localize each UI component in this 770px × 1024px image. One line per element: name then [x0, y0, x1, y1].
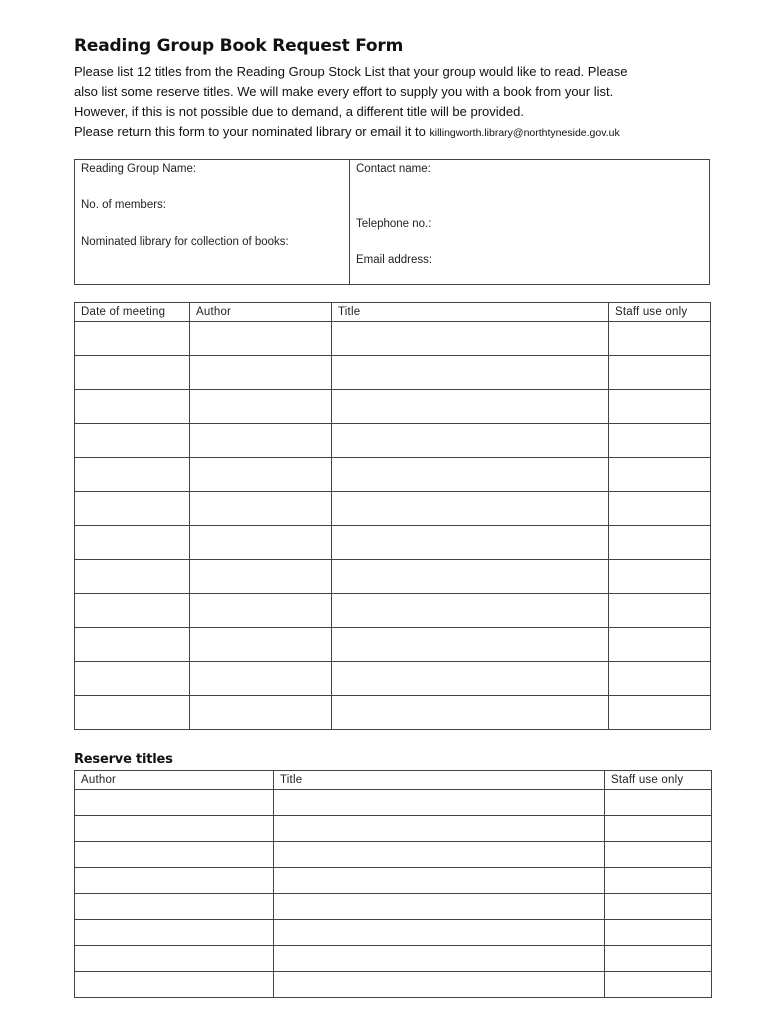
table-row: [75, 322, 711, 356]
table-cell[interactable]: [75, 868, 274, 894]
table-row: [75, 356, 711, 390]
reserve-heading: Reserve titles: [74, 752, 173, 767]
table-cell[interactable]: [609, 424, 711, 458]
intro-return-text: Please return this form to your nominated library or email it to: [74, 124, 430, 139]
column-header-staff: Staff use only: [609, 303, 711, 322]
table-cell[interactable]: [190, 696, 332, 730]
column-header-title: Title: [274, 771, 605, 790]
table-cell[interactable]: [605, 972, 712, 998]
table-row: [75, 696, 711, 730]
table-cell[interactable]: [609, 390, 711, 424]
table-row: [75, 972, 712, 998]
table-cell[interactable]: [75, 390, 190, 424]
members-field[interactable]: No. of members:: [81, 199, 166, 211]
table-cell[interactable]: [332, 322, 609, 356]
table-cell[interactable]: [605, 920, 712, 946]
column-header-author: Author: [190, 303, 332, 322]
table-cell[interactable]: [332, 390, 609, 424]
table-cell[interactable]: [605, 894, 712, 920]
table-cell[interactable]: [75, 594, 190, 628]
table-cell[interactable]: [75, 696, 190, 730]
group-details-left: [75, 160, 350, 284]
table-cell[interactable]: [274, 894, 605, 920]
group-name-field[interactable]: Reading Group Name:: [81, 163, 197, 175]
table-cell[interactable]: [190, 560, 332, 594]
group-details-right: [350, 160, 709, 284]
table-cell[interactable]: [75, 560, 190, 594]
table-cell[interactable]: [332, 628, 609, 662]
table-cell[interactable]: [332, 458, 609, 492]
table-cell[interactable]: [274, 868, 605, 894]
return-email: killingworth.library@northtyneside.gov.uk: [429, 127, 620, 139]
table-cell[interactable]: [75, 894, 274, 920]
title-request-table: [74, 302, 711, 730]
table-cell[interactable]: [332, 424, 609, 458]
table-cell[interactable]: [190, 628, 332, 662]
table-cell[interactable]: [190, 322, 332, 356]
table-cell[interactable]: [609, 526, 711, 560]
table-cell[interactable]: [75, 526, 190, 560]
table-cell[interactable]: [75, 816, 274, 842]
table-cell[interactable]: [609, 662, 711, 696]
table-row: [75, 492, 711, 526]
table-cell[interactable]: [605, 946, 712, 972]
table-row: [75, 868, 712, 894]
table-cell[interactable]: [609, 696, 711, 730]
table-row: [75, 662, 711, 696]
table-cell[interactable]: [75, 790, 274, 816]
table-cell[interactable]: [605, 868, 712, 894]
table-cell[interactable]: [190, 424, 332, 458]
table-row: [75, 790, 712, 816]
table-cell[interactable]: [75, 458, 190, 492]
table-row: [75, 560, 711, 594]
reserve-titles-table: [74, 770, 712, 998]
table-row: [75, 894, 712, 920]
table-cell[interactable]: [274, 920, 605, 946]
table-row: [75, 816, 712, 842]
table-cell[interactable]: [332, 594, 609, 628]
table-cell[interactable]: [190, 662, 332, 696]
column-header-staff: Staff use only: [605, 771, 712, 790]
table-cell[interactable]: [332, 662, 609, 696]
table-row: [75, 458, 711, 492]
column-header-title: Title: [332, 303, 609, 322]
table-cell[interactable]: [609, 492, 711, 526]
table-cell[interactable]: [332, 526, 609, 560]
group-details-box: [74, 159, 710, 285]
table-cell[interactable]: [75, 492, 190, 526]
table-cell[interactable]: [605, 790, 712, 816]
table-cell[interactable]: [274, 946, 605, 972]
table-header-row: [75, 771, 712, 790]
form-intro: [74, 62, 714, 143]
table-cell[interactable]: [75, 946, 274, 972]
table-cell[interactable]: [190, 526, 332, 560]
table-row: [75, 842, 712, 868]
intro-line: However, if this is not possible due to demand, a different title will be provided.: [74, 104, 524, 119]
telephone-field[interactable]: Telephone no.:: [356, 218, 432, 230]
intro-line: also list some reserve titles. We will make every effort to supply you with a book from your list.: [74, 84, 614, 99]
nominated-library-field[interactable]: Nominated library for collection of books:: [81, 236, 289, 248]
contact-name-field[interactable]: Contact name:: [356, 163, 431, 175]
table-cell[interactable]: [75, 662, 190, 696]
table-cell[interactable]: [332, 696, 609, 730]
intro-line: [74, 122, 714, 143]
table-cell[interactable]: [75, 356, 190, 390]
table-cell[interactable]: [190, 594, 332, 628]
table-cell[interactable]: [75, 628, 190, 662]
table-row: [75, 946, 712, 972]
table-row: [75, 424, 711, 458]
table-cell[interactable]: [605, 842, 712, 868]
column-header-author: Author: [75, 771, 274, 790]
table-cell[interactable]: [190, 390, 332, 424]
table-cell[interactable]: [609, 560, 711, 594]
table-cell[interactable]: [75, 920, 274, 946]
table-cell[interactable]: [190, 492, 332, 526]
table-cell[interactable]: [609, 458, 711, 492]
table-row: [75, 390, 711, 424]
form-title: Reading Group Book Request Form: [74, 36, 404, 56]
table-cell[interactable]: [274, 842, 605, 868]
table-cell[interactable]: [332, 560, 609, 594]
table-cell[interactable]: [609, 322, 711, 356]
intro-line: Please list 12 titles from the Reading Group Stock List that your group would like to read. Please: [74, 64, 628, 79]
table-cell[interactable]: [75, 322, 190, 356]
table-cell[interactable]: [75, 972, 274, 998]
table-cell[interactable]: [609, 594, 711, 628]
column-header-date: Date of meeting: [75, 303, 190, 322]
table-cell[interactable]: [190, 356, 332, 390]
title-request-rows: [75, 322, 711, 730]
table-cell[interactable]: [75, 424, 190, 458]
table-row: [75, 920, 712, 946]
table-row: [75, 594, 711, 628]
table-cell[interactable]: [609, 628, 711, 662]
table-cell[interactable]: [274, 972, 605, 998]
table-cell[interactable]: [609, 356, 711, 390]
table-header-row: [75, 303, 711, 322]
table-row: [75, 628, 711, 662]
table-cell[interactable]: [274, 790, 605, 816]
table-cell[interactable]: [274, 816, 605, 842]
table-cell[interactable]: [75, 842, 274, 868]
request-form: [74, 36, 714, 786]
table-cell[interactable]: [605, 816, 712, 842]
table-cell[interactable]: [332, 356, 609, 390]
table-cell[interactable]: [190, 458, 332, 492]
reserve-rows: [75, 790, 712, 998]
table-cell[interactable]: [332, 492, 609, 526]
table-row: [75, 526, 711, 560]
email-field[interactable]: Email address:: [356, 254, 433, 266]
